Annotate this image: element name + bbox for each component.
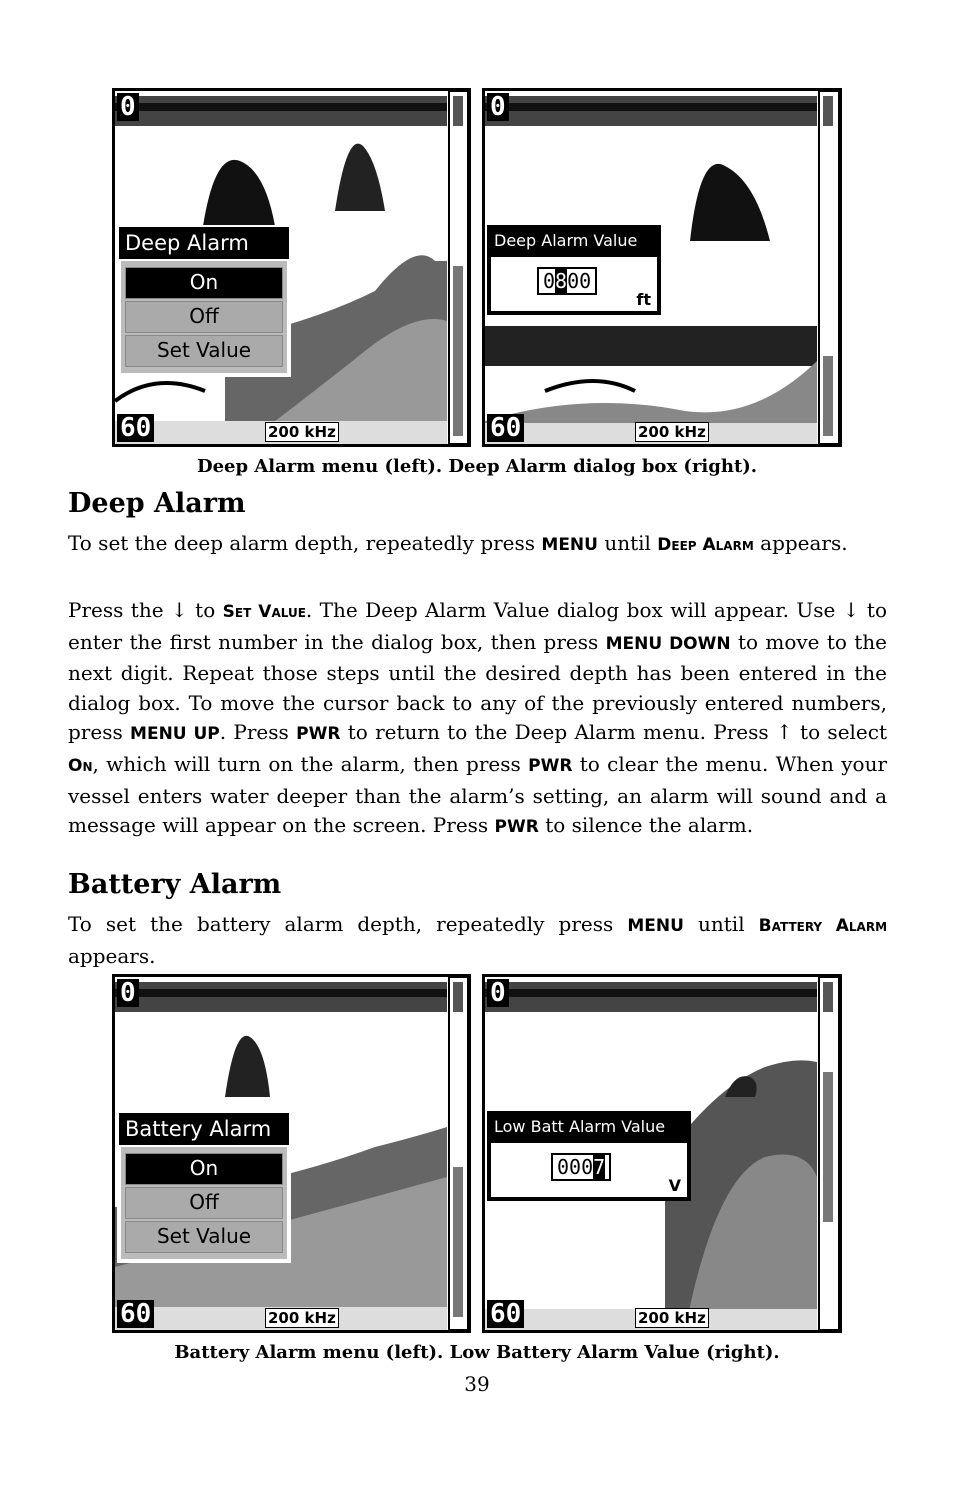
- menu-item-off[interactable]: Off: [125, 1187, 283, 1219]
- depth-top-label: 0: [487, 979, 509, 1007]
- text: to return to the Deep Alarm menu. Press ↑ to select: [340, 720, 887, 745]
- depth-top-label: 0: [117, 979, 139, 1007]
- sonar-screen-low-batt-dialog: [482, 974, 842, 1333]
- menu-name: On: [68, 755, 93, 776]
- deep-alarm-value-dialog: [487, 225, 661, 315]
- menu-item-set-value[interactable]: Set Value: [125, 335, 283, 367]
- text: To set the deep alarm depth, repeatedly press: [68, 531, 542, 555]
- deep-alarm-menu: [117, 225, 291, 377]
- paragraph-battery-1: [68, 910, 887, 971]
- key-menu-up: MENU UP: [130, 724, 220, 745]
- low-batt-alarm-value-dialog: [487, 1111, 691, 1201]
- paragraph-deep-2: [68, 596, 887, 843]
- text: until: [683, 912, 759, 936]
- value-digits-before: 000: [557, 1155, 594, 1179]
- text: to move to the next digit. Repeat those steps until the desired depth has been entered in the dialog box. To move the cursor back to any of the previously entered numbers, press: [68, 629, 887, 745]
- depth-top-label: 0: [487, 93, 509, 121]
- menu-title: Battery Alarm: [125, 1117, 272, 1141]
- key-menu: MENU: [627, 916, 684, 936]
- key-menu-down: MENU DOWN: [605, 633, 731, 654]
- page-number: 39: [464, 1372, 490, 1396]
- text: Press the ↓ to: [68, 598, 223, 622]
- text: appears.: [68, 943, 156, 968]
- heading-deep-alarm: Deep Alarm: [68, 488, 246, 519]
- dialog-body: [489, 1141, 689, 1199]
- text: . The Deep Alarm Value dialog box will appear. Use ↓ to enter the first number in the dialog box, then press: [68, 598, 887, 654]
- key-menu: MENU: [541, 535, 598, 555]
- depth-bottom-label: 60: [487, 414, 524, 442]
- key-pwr: PWR: [494, 817, 539, 838]
- text: To set the battery alarm depth, repeatedly press: [68, 912, 628, 936]
- depth-bottom-label: 60: [117, 1300, 154, 1328]
- key-pwr: PWR: [528, 755, 573, 776]
- frequency-label: 200 kHz: [635, 1308, 709, 1328]
- value-digits-before: 0: [543, 269, 556, 293]
- value-unit: ft: [636, 290, 651, 309]
- text: . Press: [219, 720, 297, 745]
- frequency-label: 200 kHz: [635, 422, 709, 442]
- key-pwr: PWR: [296, 724, 341, 745]
- menu-body: [119, 1145, 289, 1261]
- menu-title: Deep Alarm: [125, 231, 249, 255]
- depth-bottom-label: 60: [117, 414, 154, 442]
- value-unit: V: [668, 1176, 681, 1195]
- value-cursor-digit: 8: [555, 269, 568, 293]
- text: until: [597, 531, 658, 555]
- value-input[interactable]: [551, 1153, 611, 1181]
- caption-bottom: Battery Alarm menu (left). Low Battery Alarm Value (right).: [174, 1342, 780, 1363]
- menu-name: Battery Alarm: [758, 916, 888, 936]
- text: to clear the menu. When your vessel enters water deeper than the alarm’s setting, an alarm will sound and a message will appear on the screen. Press: [68, 751, 888, 838]
- sonar-screen-deep-alarm-dialog: [482, 88, 842, 447]
- menu-body: [119, 259, 289, 375]
- menu-name: Deep Alarm: [657, 535, 754, 555]
- heading-battery-alarm: Battery Alarm: [68, 869, 282, 900]
- dialog-title: Low Batt Alarm Value: [494, 1117, 666, 1136]
- menu-item-on[interactable]: On: [125, 267, 283, 299]
- menu-name: Set Value: [222, 602, 306, 622]
- frequency-label: 200 kHz: [265, 422, 339, 442]
- menu-item-on[interactable]: On: [125, 1153, 283, 1185]
- paragraph-deep-1: [68, 529, 887, 561]
- text: , which will turn on the alarm, then press: [92, 751, 529, 776]
- battery-alarm-menu: [117, 1111, 291, 1263]
- value-input[interactable]: [537, 267, 597, 295]
- sonar-screen-deep-alarm-menu: [112, 88, 471, 447]
- menu-item-set-value[interactable]: Set Value: [125, 1221, 283, 1253]
- depth-top-label: 0: [117, 93, 139, 121]
- value-digits-after: 00: [567, 269, 592, 293]
- text: appears.: [753, 531, 848, 555]
- caption-top: Deep Alarm menu (left). Deep Alarm dialog box (right).: [196, 456, 758, 477]
- sonar-screen-battery-alarm-menu: [112, 974, 471, 1333]
- dialog-title: Deep Alarm Value: [494, 231, 638, 250]
- value-cursor-digit: 7: [593, 1155, 606, 1179]
- depth-bottom-label: 60: [487, 1300, 524, 1328]
- dialog-body: [489, 255, 659, 313]
- menu-item-off[interactable]: Off: [125, 301, 283, 333]
- frequency-label: 200 kHz: [265, 1308, 339, 1328]
- text: to silence the alarm.: [538, 813, 754, 838]
